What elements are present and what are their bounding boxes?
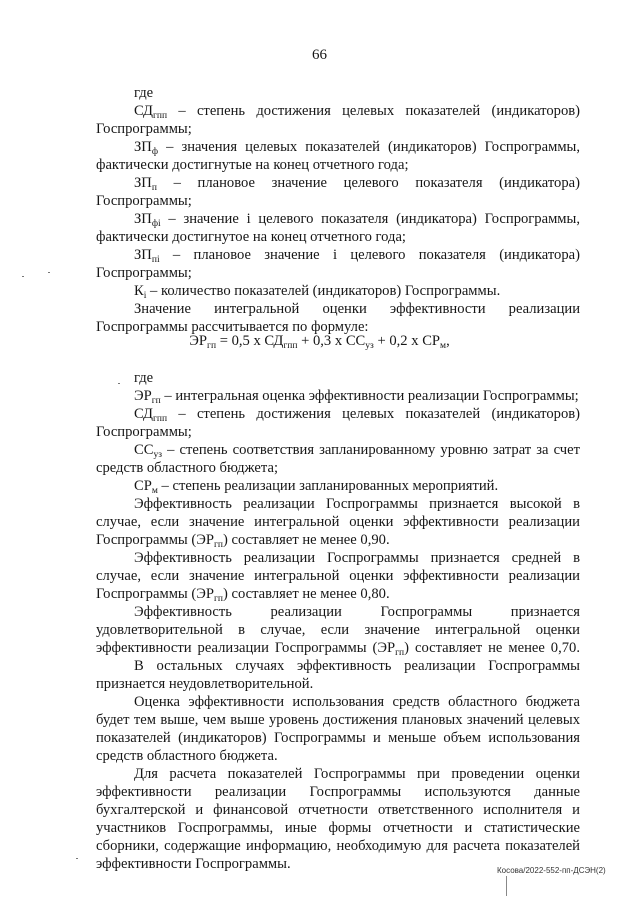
definition-line: $ЗП_ф$ – значения целевых показателей (индикаторов) Госпрограммы, (134, 139, 581, 157)
paragraph-line: удовлетворительной в случае, если значение интегральной оценки (96, 622, 580, 638)
paragraph-line: эффективности Госпрограммы. (96, 856, 291, 872)
definition-line: $СД_{гпп}$ – степень достижения целевых показателей (индикаторов) (134, 406, 580, 424)
text-line: Госпрограммы; (96, 424, 192, 440)
text-line: Госпрограммы; (96, 193, 192, 209)
where-label: где (134, 85, 154, 101)
text-line: фактически достигнутые на конец отчетного года; (96, 157, 409, 173)
paragraph-line: будет тем выше, чем выше уровень достижения плановых значений целевых (96, 712, 580, 728)
paragraph-line: участников Госпрограммы, иные формы отчетности и статистические (96, 820, 580, 836)
definition-line: $К_i$ – количество показателей (индикаторов) Госпрограммы. (134, 283, 501, 301)
paragraph-line: эффективности реализации Госпрограммы $(ЭР_{гп})$ составляет не менее 0,70. (96, 640, 580, 658)
definition-line: $ЗП_{фi}$ – значение i целевого показателя (индикатора) Госпрограммы, (134, 211, 580, 229)
paragraph-line: Госпрограммы $(ЭР_{гп})$ составляет не менее 0,80. (96, 586, 390, 604)
paragraph-line: признается неудовлетворительной. (96, 676, 314, 692)
definition-line: $СС_{уз}$ – степень соответствия запланированному уровню затрат за счет (134, 442, 580, 460)
definition-line: $ЗП_{пi}$ – плановое значение i целевого показателя (индикатора) (134, 247, 580, 265)
paragraph-line: Эффективность реализации Госпрограммы признается (134, 604, 580, 620)
paragraph-line: Эффективность реализации Госпрограммы признается высокой в (134, 496, 580, 512)
text-line: Госпрограммы; (96, 121, 192, 137)
paragraph-line: В остальных случаях эффективность реализации Госпрограммы (134, 658, 580, 674)
text-line: Госпрограммы рассчитывается по формуле: (96, 319, 369, 335)
text-line: Значение интегральной оценки эффективности реализации (134, 301, 580, 317)
text-line: средств областного бюджета; (96, 460, 278, 476)
scan-edge-line (506, 876, 507, 896)
text-line: Госпрограммы; (96, 265, 192, 281)
scan-speck (22, 276, 24, 277)
scan-speck (76, 858, 78, 859)
definition-line: $СР_м$ – степень реализации запланированных мероприятий. (134, 478, 499, 496)
paragraph-line: бухгалтерской и финансовой отчетности ответственного исполнителя и (96, 802, 580, 818)
definition-line: $ЭР_{гп}$ – интегральная оценка эффективности реализации Госпрограммы; (134, 388, 579, 406)
definition-line: $СД_{гпп}$ – степень достижения целевых показателей (индикаторов) (134, 103, 580, 121)
paragraph-line: случае, если значение интегральной оценки эффективности реализации (96, 568, 580, 584)
formula: $ЭР_{гп} = 0,5$ х $СД_{гпп} + 0,3$ х $СС_{уз} + 0,2$ х $СР_м$, (189, 333, 450, 351)
paragraph-line: Для расчета показателей Госпрограммы при проведении оценки (134, 766, 580, 782)
paragraph-line: эффективности реализации Госпрограммы используются данные (96, 784, 580, 800)
definition-line: $ЗП_п$ – плановое значение целевого показателя (индикатора) (134, 175, 580, 193)
paragraph-line: Госпрограммы $(ЭР_{гп})$ составляет не менее 0,90. (96, 532, 390, 550)
paragraph-line: средств областного бюджета. (96, 748, 278, 764)
scan-speck (48, 272, 50, 273)
paragraph-line: сборники, содержащие информацию, необходимую для расчета показателей (96, 838, 580, 854)
paragraph-line: Эффективность реализации Госпрограммы признается средней в (134, 550, 580, 566)
text-line: фактически достигнутое на конец отчетного года; (96, 229, 406, 245)
where-label: где (134, 370, 154, 386)
scan-speck (118, 383, 120, 384)
page-number: 66 (312, 47, 327, 63)
document-footer-code: Косова/2022-552-пп-ДСЭН(2) (497, 866, 606, 875)
paragraph-line: показателей (индикаторов) Госпрограммы и меньше объем использования (96, 730, 580, 746)
paragraph-line: Оценка эффективности использования средств областного бюджета (134, 694, 580, 710)
paragraph-line: случае, если значение интегральной оценки эффективности реализации (96, 514, 580, 530)
